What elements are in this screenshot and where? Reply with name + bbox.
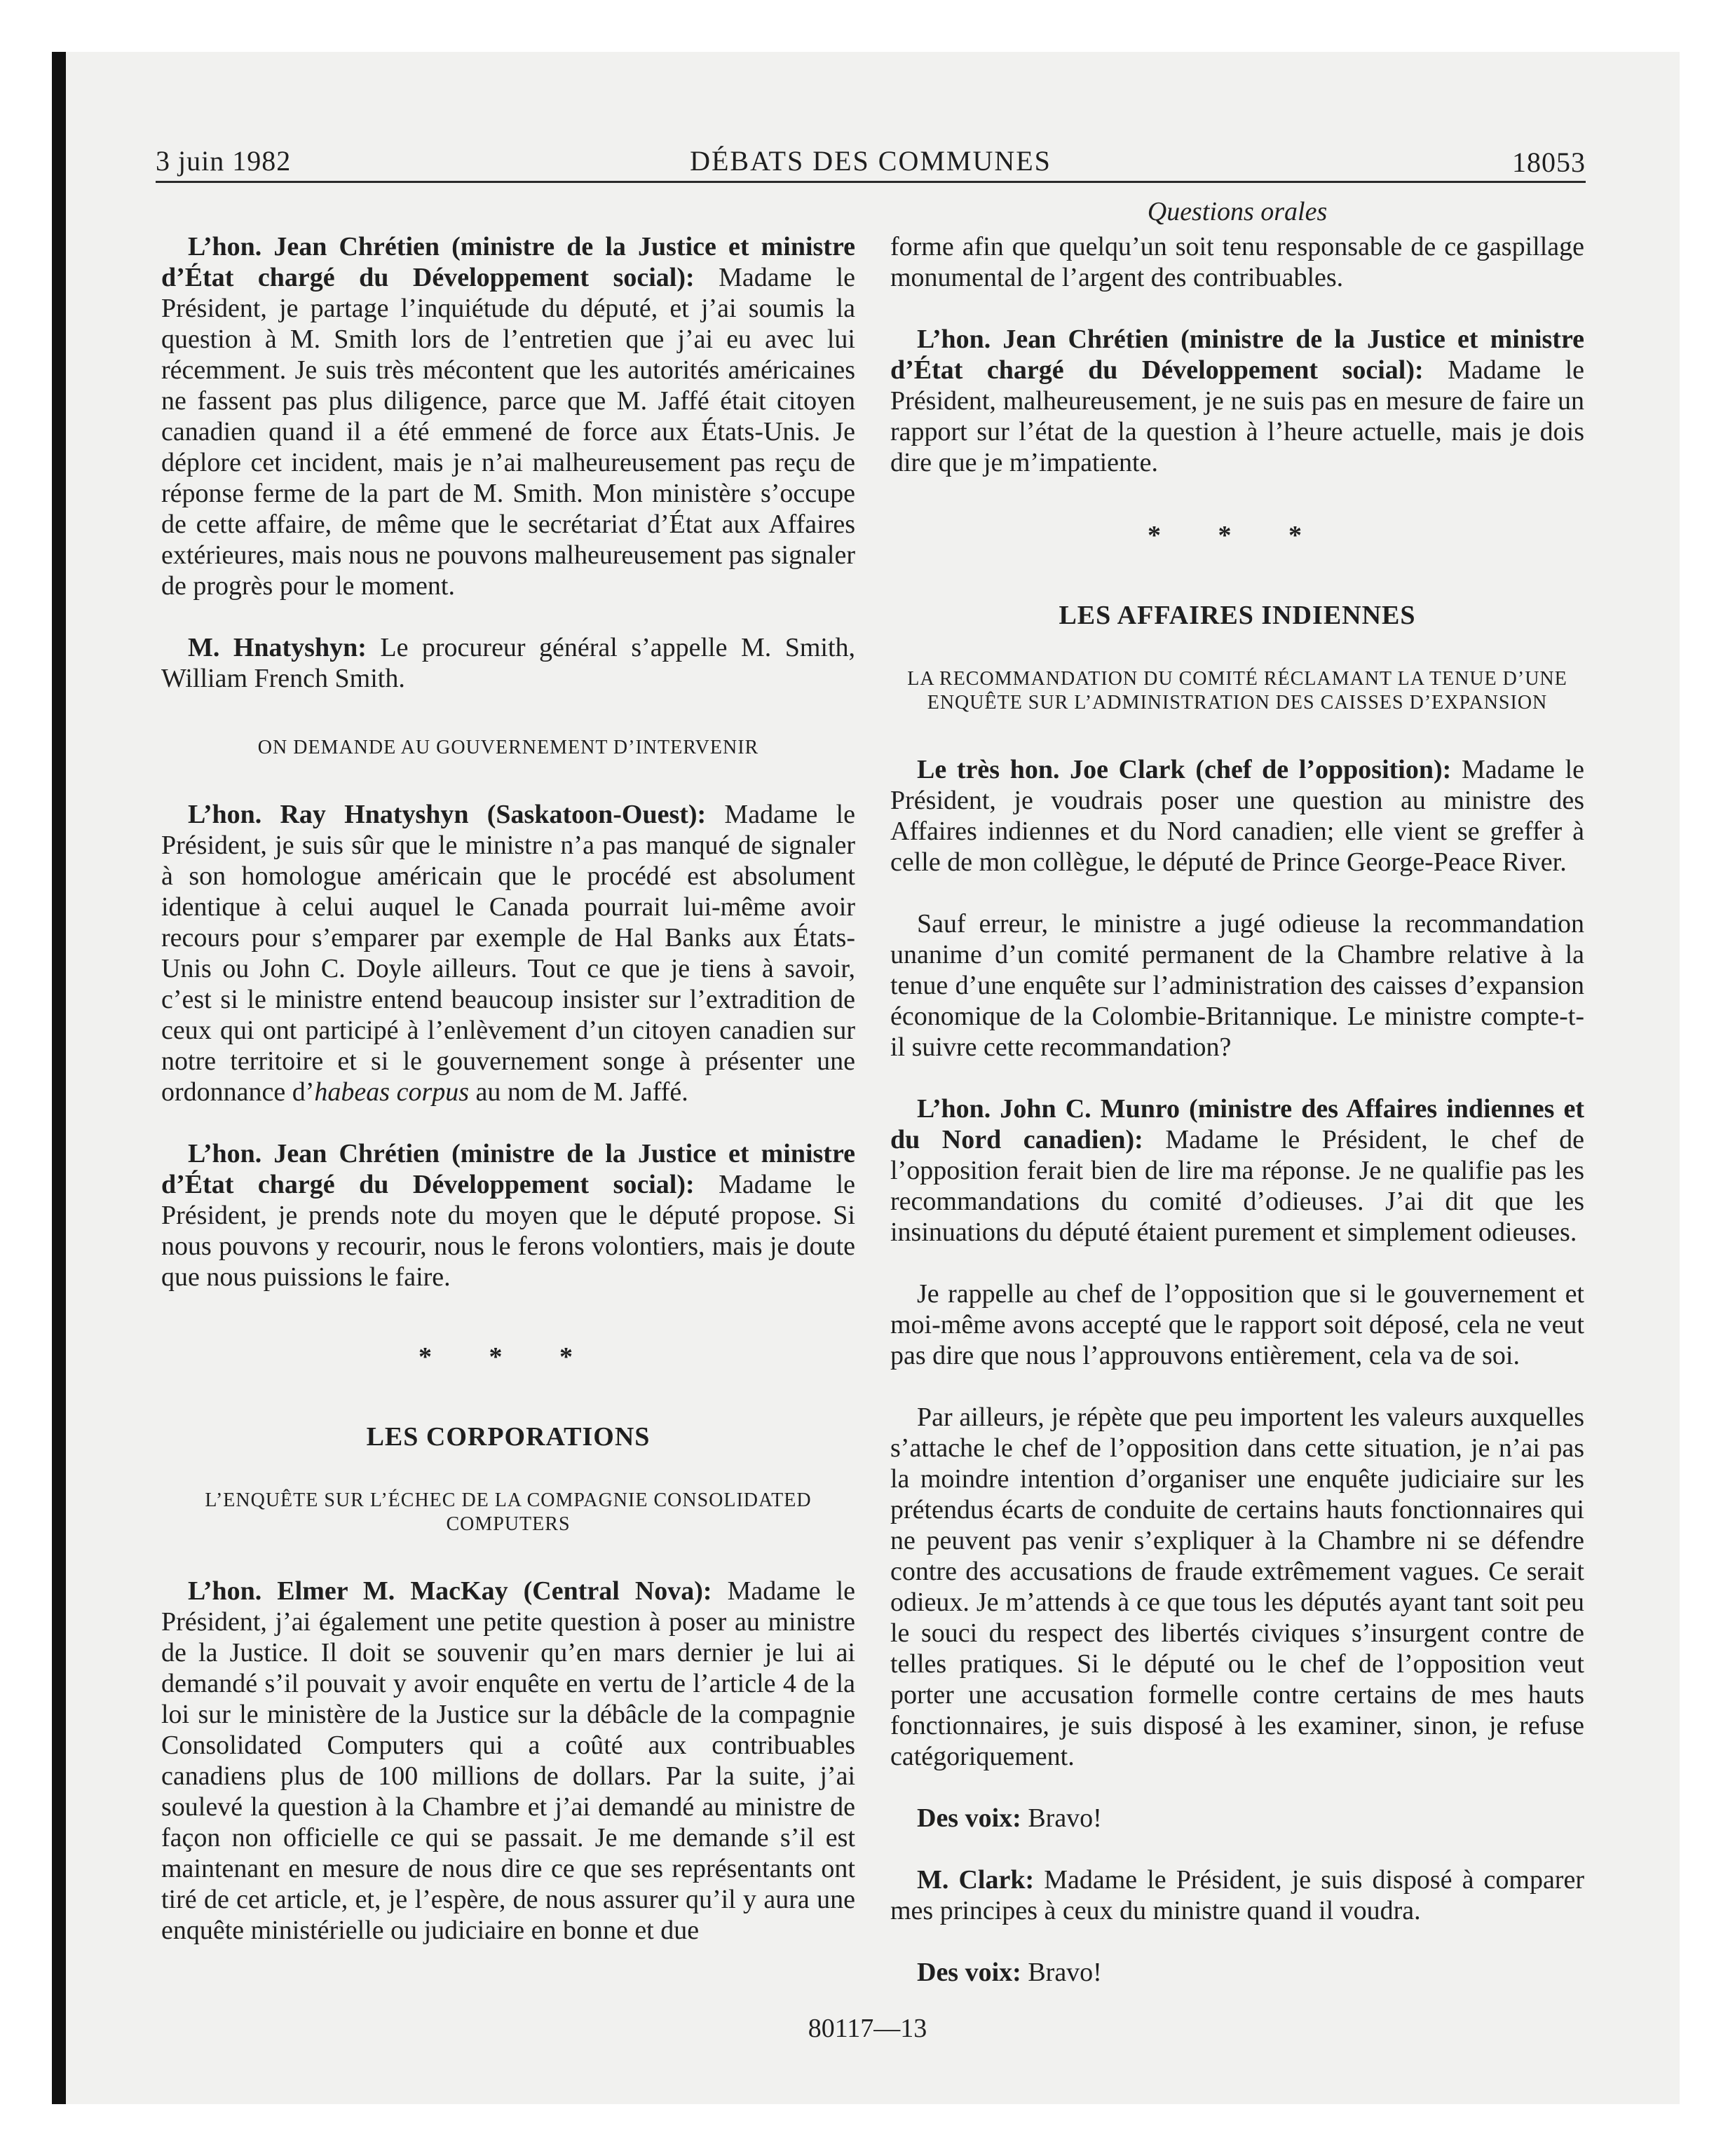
subheading: LA RECOMMANDATION DU COMITÉ RÉCLAMANT LA TENUE D’UNE ENQUÊTE SUR L’ADMINISTRATION DES CAISSES D’EXPANSION: [907, 668, 1567, 714]
section-heading: LES AFFAIRES INDIENNES: [1059, 601, 1416, 630]
paragraph-text: Bravo!: [1021, 1958, 1102, 1987]
right-column: [890, 231, 1584, 2019]
speaker: L’hon. Jean Chrétien (ministre de la Justice et ministre d’État chargé du Développement social):: [890, 325, 1584, 385]
speaker: M. Clark:: [917, 1865, 1035, 1895]
speaker: Des voix:: [917, 1803, 1021, 1833]
paragraph-text: au nom de M. Jaffé.: [469, 1077, 688, 1107]
paragraph-text: Madame le Président, je voudrais poser une question au ministre des Affaires indiennes et du Nord canadien; elle vient se greffer à celle de mon collègue, le député de Prince George-Peace River.: [890, 755, 1584, 877]
paragraph-text: Je rappelle au chef de l’opposition que si le gouvernement et moi-même avons accepté que le rapport soit déposé, cela ne veut pas dire que nous l’approuvons entièrement, cela va de soi.: [890, 1279, 1584, 1370]
paragraph: [890, 908, 1584, 1063]
paragraph-text: Sauf erreur, le ministre a jugé odieuse la recommandation unanime d’un comité permanent de la Chambre relative à la tenue d’une enquête sur l’administration des caisses d’expansion économique de la Colombie-Britannique. Le ministre compte-t-il suivre cette recommandation?: [890, 909, 1584, 1062]
paragraph-text: Madame le Président, je prends note du moyen que le député propose. Si nous pouvons y recourir, nous le ferons volontiers, mais je doute que nous puissions le faire.: [161, 1170, 855, 1292]
paragraph-text: Madame le Président, le chef de l’opposition ferait bien de lire ma réponse. Je ne qualifie pas les recommandations du comité d’odieuses. J’ai dit que les insinuations du député étaient purement et simplement odieuses.: [890, 1125, 1584, 1247]
header-page-number: 18053: [1512, 146, 1586, 178]
paragraph-text: Le procureur général s’appelle M. Smith, William French Smith.: [161, 633, 855, 693]
section-separator: * * *: [419, 1342, 598, 1372]
speaker: Des voix:: [917, 1958, 1021, 1987]
paragraph-text: Par ailleurs, je répète que peu importent les valeurs auxquelles s’attache le chef de l’opposition dans cette situation, je n’ai pas la moindre intention d’organiser une enquête judiciaire sur les prétendus écarts de conduite de certains hauts fonctionnaires qui ne peuvent pas venir s’expliquer à la Chambre ni se défendre contre des accusations de fraude extrêmement vagues. Ce serait odieux. Je m’attends à ce que tous les députés ayant tant soit peu le souci du respect des libertés civiques s’insurgent contre de telles pratiques. Si le député ou le chef de l’opposition veut porter une accusation formelle contre certains de mes hauts fonctionnaires, je suis disposé à les examiner, sinon, je refuse catégoriquement.: [890, 1403, 1584, 1771]
speaker: L’hon. John C. Munro (ministre des Affaires indiennes et du Nord canadien):: [890, 1094, 1584, 1154]
paragraph: [890, 1957, 1584, 1988]
section-heading: LES CORPORATIONS: [366, 1422, 651, 1452]
paragraph: [890, 231, 1584, 293]
header-date: 3 juin 1982: [156, 145, 292, 177]
paragraph-text: Madame le Président, j’ai également une petite question à poser au ministre de la Justice. Il doit se souvenir qu’en mars dernier je lui ai demandé s’il pouvait y avoir enquête en vertu de l’article 4 de la loi sur le ministère de la Justice sur la débâcle de la compagnie Consolidated Computers qui a coûté aux contribuables canadiens plus de 100 millions de dollars. Par la suite, j’ai soulevé la question à la Chambre et j’ai demandé au ministre de façon non officielle ce qui se passait. Je me demande s’il est maintenant en mesure de nous dire ce que ses représentants ont tiré de cet article, et, je l’espère, de nous assurer qu’il y aura une enquête ministérielle ou judiciaire en bonne et due: [161, 1576, 855, 1945]
paragraph: [890, 1278, 1584, 1371]
paragraph: [161, 231, 855, 601]
paragraph: [890, 754, 1584, 878]
paragraph: [890, 1093, 1584, 1248]
paragraph-text: Madame le Président, malheureusement, je ne suis pas en mesure de faire un rapport sur l’état de la question à l’heure actuelle, mais je dois dire que je m’impatiente.: [890, 355, 1584, 477]
speaker: L’hon. Jean Chrétien (ministre de la Justice et ministre d’État chargé du Développement social):: [161, 232, 855, 292]
paragraph-text: Bravo!: [1021, 1803, 1102, 1833]
paragraph: [161, 1576, 855, 1946]
paragraph: [161, 1138, 855, 1292]
subheading: L’ENQUÊTE SUR L’ÉCHEC DE LA COMPAGNIE CONSOLIDATED COMPUTERS: [205, 1489, 812, 1535]
speaker: L’hon. Elmer M. MacKay (Central Nova):: [188, 1576, 712, 1606]
speaker: Le très hon. Joe Clark (chef de l’opposition):: [917, 755, 1452, 784]
paragraph: [890, 1803, 1584, 1834]
italic-term: habeas corpus: [314, 1077, 470, 1107]
paragraph: [890, 324, 1584, 478]
page-header: [156, 139, 1586, 183]
paragraph-text: Madame le Président, je partage l’inquiétude du député, et j’ai soumis la question à M. Smith lors de l’entretien que j’ai eu avec lui récemment. Je suis très mécontent que les autorités américaines ne fassent pas plus diligence, parce que M. Jaffé était citoyen canadien quand il a été emmené de force aux États-Unis. Je déplore cet incident, mais je n’ai malheureusement pas reçu de réponse ferme de la part de M. Smith. Mon ministère s’occupe de cette affaire, de même que le secrétariat d’État aux Affaires extérieures, mais nous ne pouvons malheureusement pas signaler de progrès pour le moment.: [161, 263, 855, 601]
subheading: ON DEMANDE AU GOUVERNEMENT D’INTERVENIR: [257, 737, 759, 758]
speaker: L’hon. Ray Hnatyshyn (Saskatoon-Ouest):: [188, 800, 707, 829]
page-footer: 80117—13: [808, 2014, 927, 2043]
paragraph: [161, 632, 855, 694]
paragraph-text: Madame le Président, je suis sûr que le ministre n’a pas manqué de signaler à son homologue américain que le procédé est absolument identique à celui auquel le Canada pourrait lui-même avoir recours pour s’emparer par exemple de Hal Banks aux États-Unis ou John C. Doyle ailleurs. Tout ce que je tiens à savoir, c’est si le ministre entend beaucoup insister sur l’extradition de ceux qui ont participé à l’enlèvement d’un citoyen canadien sur notre territoire et si le gouvernement songe à présenter une ordonnance d’: [161, 800, 855, 1107]
paragraph-text: Madame le Président, je suis disposé à comparer mes principes à ceux du ministre quand il voudra.: [890, 1865, 1584, 1925]
paragraph-text: forme afin que quelqu’un soit tenu responsable de ce gaspillage monumental de l’argent des contribuables.: [890, 232, 1584, 292]
section-separator: * * *: [1148, 521, 1327, 550]
scan-border: [52, 52, 66, 2104]
section-label: Questions orales: [1147, 197, 1328, 226]
paragraph: [890, 1864, 1584, 1926]
speaker: L’hon. Jean Chrétien (ministre de la Justice et ministre d’État chargé du Développement social):: [161, 1139, 855, 1199]
header-title: DÉBATS DES COMMUNES: [690, 145, 1052, 177]
left-column: [161, 231, 855, 1977]
speaker: M. Hnatyshyn:: [188, 633, 367, 662]
paragraph: [890, 1402, 1584, 1772]
paragraph: [161, 799, 855, 1107]
